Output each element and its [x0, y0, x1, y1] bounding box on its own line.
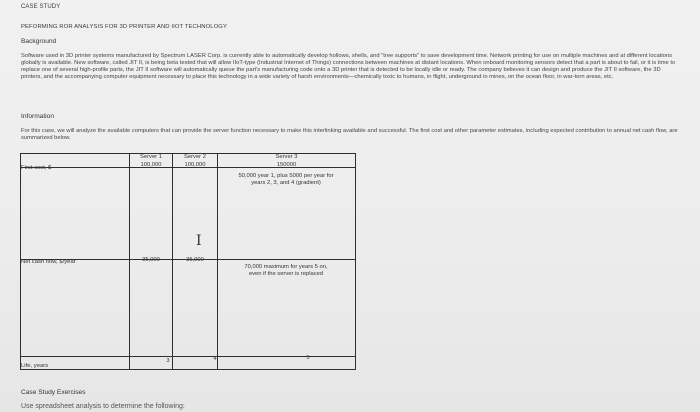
row-label-net-cash-flow: Net cash flow, $/year — [21, 259, 76, 265]
exercises-instruction: Use spreadsheet analysis to determine the following: — [21, 403, 185, 410]
information-paragraph: For this case, we will analyze the available computers that can provide the server function necessary to make this interlinking available and successful. The first cost and other parameter estimates, including expected contribution to annual net cash flow, are summarized below. — [21, 128, 678, 141]
row-label-first-cost: First cost, $ — [21, 165, 52, 171]
first-cost-server3-note: 50,000 year 1, plus 5000 per year for years 2, 3, and 4 (gradient) — [238, 173, 334, 186]
net-cash-flow-server2: 35,000 — [186, 257, 204, 263]
table-col-divider — [217, 153, 218, 370]
life-server3: 5 — [306, 355, 310, 361]
table-header-server3: Server 3 — [275, 154, 298, 160]
row-label-life: Life, years — [21, 363, 49, 369]
net-cash-flow-server1: 35,000 — [142, 257, 160, 263]
table-header-server1: Server 1 — [140, 154, 162, 160]
table-border-right — [355, 153, 356, 370]
background-heading: Background — [21, 38, 57, 45]
exercises-heading: Case Study Exercises — [21, 389, 86, 396]
first-cost-server3: 150000 — [276, 162, 297, 168]
table-border-bottom — [20, 369, 356, 370]
table-header-server2: Server 2 — [184, 154, 206, 160]
case-study-label: CASE STUDY — [21, 4, 61, 10]
life-server1: 3 — [166, 358, 170, 364]
information-heading: Information — [21, 113, 54, 120]
text-cursor-icon: I — [196, 233, 202, 249]
first-cost-server1: 100,000 — [140, 162, 162, 168]
case-study-title: PEFORMING ROR ANALYSIS FOR 3D PRINTER AND IIOT TECHNOLOGY — [21, 24, 228, 30]
server-comparison-table — [20, 153, 356, 370]
first-cost-server2: 100,000 — [184, 162, 206, 168]
background-paragraph: Software used in 3D printer systems manufactured by Spectrum LASER Corp. is currently able to automatically develop hollows, shells, and "tree supports" to save development time. Network printing for use on multiple machines and at different locations globally is available. New software, called JIT II, is being beta tested that will allow IIoT-type (Industrial Internet of Things) connections between machines at distant locations. When onboard monitoring sensors detect that a part is about to fail, or it is time to replace one of several high-profile parts, the JIT II software will automatically queue the part's manufacturing code onto a 3D printer that is detected to be locally idle or ready. The company believes it can design and produce the JIT II software, the 3D printers, and the accompanying computer equipment necessary to place this technology in a wide variety of harsh environments—chemically toxic to humans, in flight, underground in mines, on the ocean floor, in war-torn areas, etc. — [21, 53, 676, 80]
life-server2: 4 — [213, 356, 217, 362]
net-cash-flow-server3-note: 70,000 maximum for years 5 on, even if the server is replaced — [244, 264, 328, 277]
